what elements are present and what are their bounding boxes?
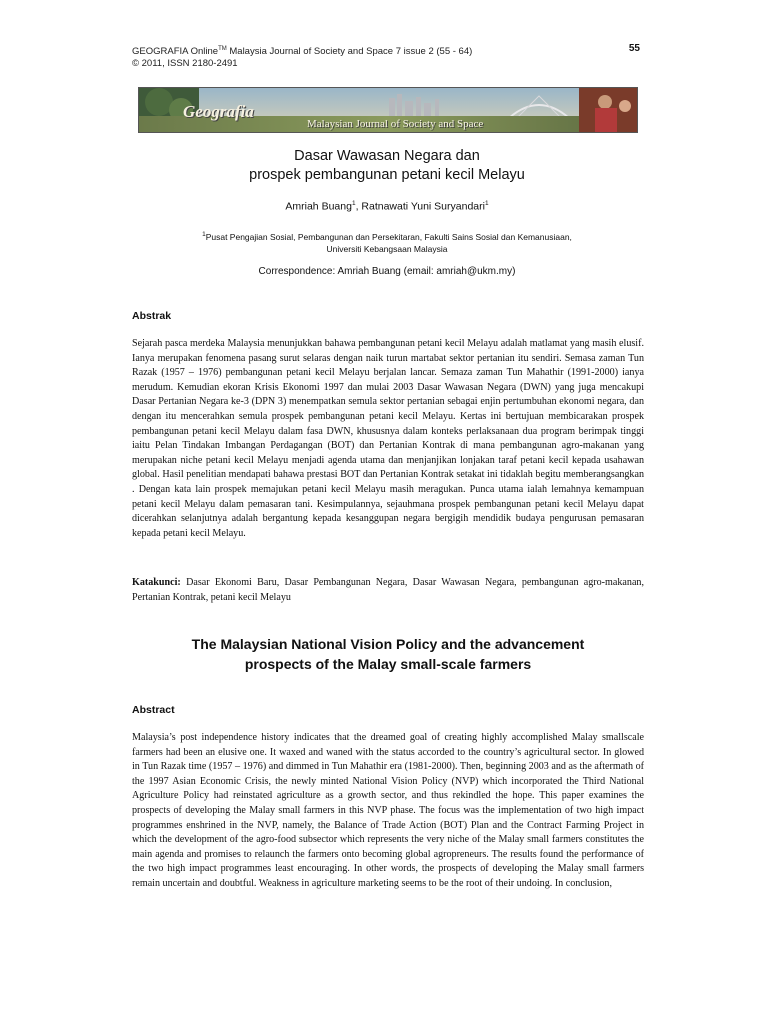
abstrak-text: Sejarah pasca merdeka Malaysia menunjukkan bahawa pembangunan petani kecil Melayu adalah matlamat yang masih elusif. Ianya merupakan fenomena pasang surut selaras dengan naik turun martabat sektor pertanian itu sendiri. Semasa zaman Tun Razak (1957 – 1976) pembangunan petani kecil Melayu berjalan lancar. Semaza zaman Tun Mahathir (1991-2000) ianya merudum. Kemudian ekoran Krisis Ekonomi 1997 dan mulai 2003 Dasar Wawasan Negara (DWN) yang juga mencakupi Dasar Pertanian Negara ke-3 (DPN 3) menempatkan semula sektor pertanian sebagai enjin pertumbuhan ekonomi negara, dan dengan itu mencerahkan semula prospek pembangunan petani kecil Melayu. Kertas ini bertujuan membicarakan prospek pembangunan petani kecil Melayu dalam fasa DWN, khususnya dalam konteks perlaksanaan dua program berimpak tinggi iaitu Pelan Tindakan Imbangan Perdagangan (BOT) dan Pertanian Kontrak di mana pembangunan agro-makanan yang merupakan niche petani kecil Melayu menjadi agenda utama dan menjanjikan lonjakan taraf petani kecil kepada usahawan global. Hasil penelitian mendapati bahawa prestasi BOT dan Pertanian Kontrak setakat ini tidaklah begitu memberangsangkan . Dengan kata lain prospek memajukan petani kecil Melayu masih meragukan. Punca utama ialah lemahnya kemampuan petani kecil Melayu dalam pemasaran tani. Kesimpulannya, sejauhmana prospek pembangunan petani kecil Melayu dapat dicerahkan selanjutnya adalah bergantung kepada kesanggupan negara bergigih mendidik budaya pengurusan pemasaran kepada petani kecil Melayu. bbox=[132, 338, 644, 539]
katakunci bbox=[132, 575, 644, 605]
journal-suffix: Malaysia Journal of Society and Space 7 issue 2 (55 - 64) bbox=[226, 46, 473, 58]
author-affil-mark: 1 bbox=[484, 200, 489, 207]
author-separator: , bbox=[355, 200, 362, 213]
journal-logo: Geografia bbox=[183, 102, 254, 121]
correspondence: Correspondence: Amriah Buang (email: amriah@ukm.my) bbox=[258, 266, 516, 277]
affiliation-line-2: Universiti Kebangsaan Malaysia bbox=[326, 243, 448, 254]
affiliation bbox=[150, 229, 624, 255]
journal-line bbox=[132, 43, 472, 58]
title-malay-line-2: prospek pembangunan petani kecil Melayu bbox=[249, 167, 525, 183]
banner-subtitle: Malaysian Journal of Society and Space bbox=[307, 118, 484, 130]
katakunci-text: Dasar Ekonomi Baru, Dasar Pembangunan Negara, Dasar Wawasan Negara, pembangunan agro-makanan, Pertanian Kontrak, petani kecil Melayu bbox=[132, 577, 645, 603]
author-affil-mark: 1 bbox=[351, 200, 356, 207]
author-name: Amriah Buang bbox=[285, 200, 352, 213]
abstract-text: Malaysia’s post independence history indicates that the dreamed goal of creating highly accomplished Malay smallscale farmers had been an elusive one. It waxed and waned with the status accorded to the country’s agricultural sector. In glowed in Tun Razak time (1957 – 1976) and dimmed in Tun Mahathir era (1981-2000). Then, beginning 2003 and as the aftermath of the 1997 Asian Economic Crisis, the newly minted National Vision Policy (NVP) which incorporated the Third National Agriculture Policy had reinstated agriculture as a growth sector, and thus rekindled the hope. This paper examines the prospects of developing the Malay small farmers in this NVP phase. The focus was the implementation of two high impact programmes enshrined in the NVP, namely, the Balance of Trade Action (BOT) Plan and the Contract Farming Project in which the development of the agro-food subsector which represents the very niche of the Malay small farmers constitutes the main agenda and promises to relaunch the farmers onto becoming global agropreneurs. The results found the performance of the two high impact programmes least encouraging. In other words, the prospects of developing the Malay small farmers remain uncertain and doubtful. Weakness in agriculture marketing seems to be the root of their undoing. In conclusion, bbox=[132, 732, 644, 889]
title-english-line-1: The Malaysian National Vision Policy and the advancement bbox=[191, 636, 585, 652]
paper-title-english bbox=[132, 634, 644, 674]
copyright-line: © 2011, ISSN 2180-2491 bbox=[132, 58, 238, 70]
title-english-line-2: prospects of the Malay small-scale farmers bbox=[244, 656, 532, 672]
journal-prefix: GEOGRAFIA Online bbox=[132, 46, 219, 58]
page-number: 55 bbox=[628, 43, 640, 54]
journal-banner bbox=[138, 87, 638, 133]
katakunci-label: Katakunci: bbox=[132, 577, 181, 588]
affiliation-line-1 bbox=[150, 229, 624, 243]
affiliation-mark: 1 bbox=[202, 231, 206, 238]
trademark-mark: TM bbox=[218, 46, 227, 52]
title-malay-line-1: Dasar Wawasan Negara dan bbox=[294, 148, 480, 164]
affiliation-text: Pusat Pengajian Sosial, Pembangunan dan Persekitaran, Fakulti Sains Sosial dan Kemanusiaan, bbox=[205, 231, 572, 242]
paper-title-malay bbox=[150, 147, 624, 185]
author-list bbox=[150, 200, 624, 213]
abstract-heading: Abstract bbox=[132, 704, 175, 716]
author-name: Ratnawati Yuni Suryandari bbox=[361, 200, 485, 213]
abstrak-heading: Abstrak bbox=[132, 310, 172, 322]
running-header bbox=[132, 43, 472, 70]
